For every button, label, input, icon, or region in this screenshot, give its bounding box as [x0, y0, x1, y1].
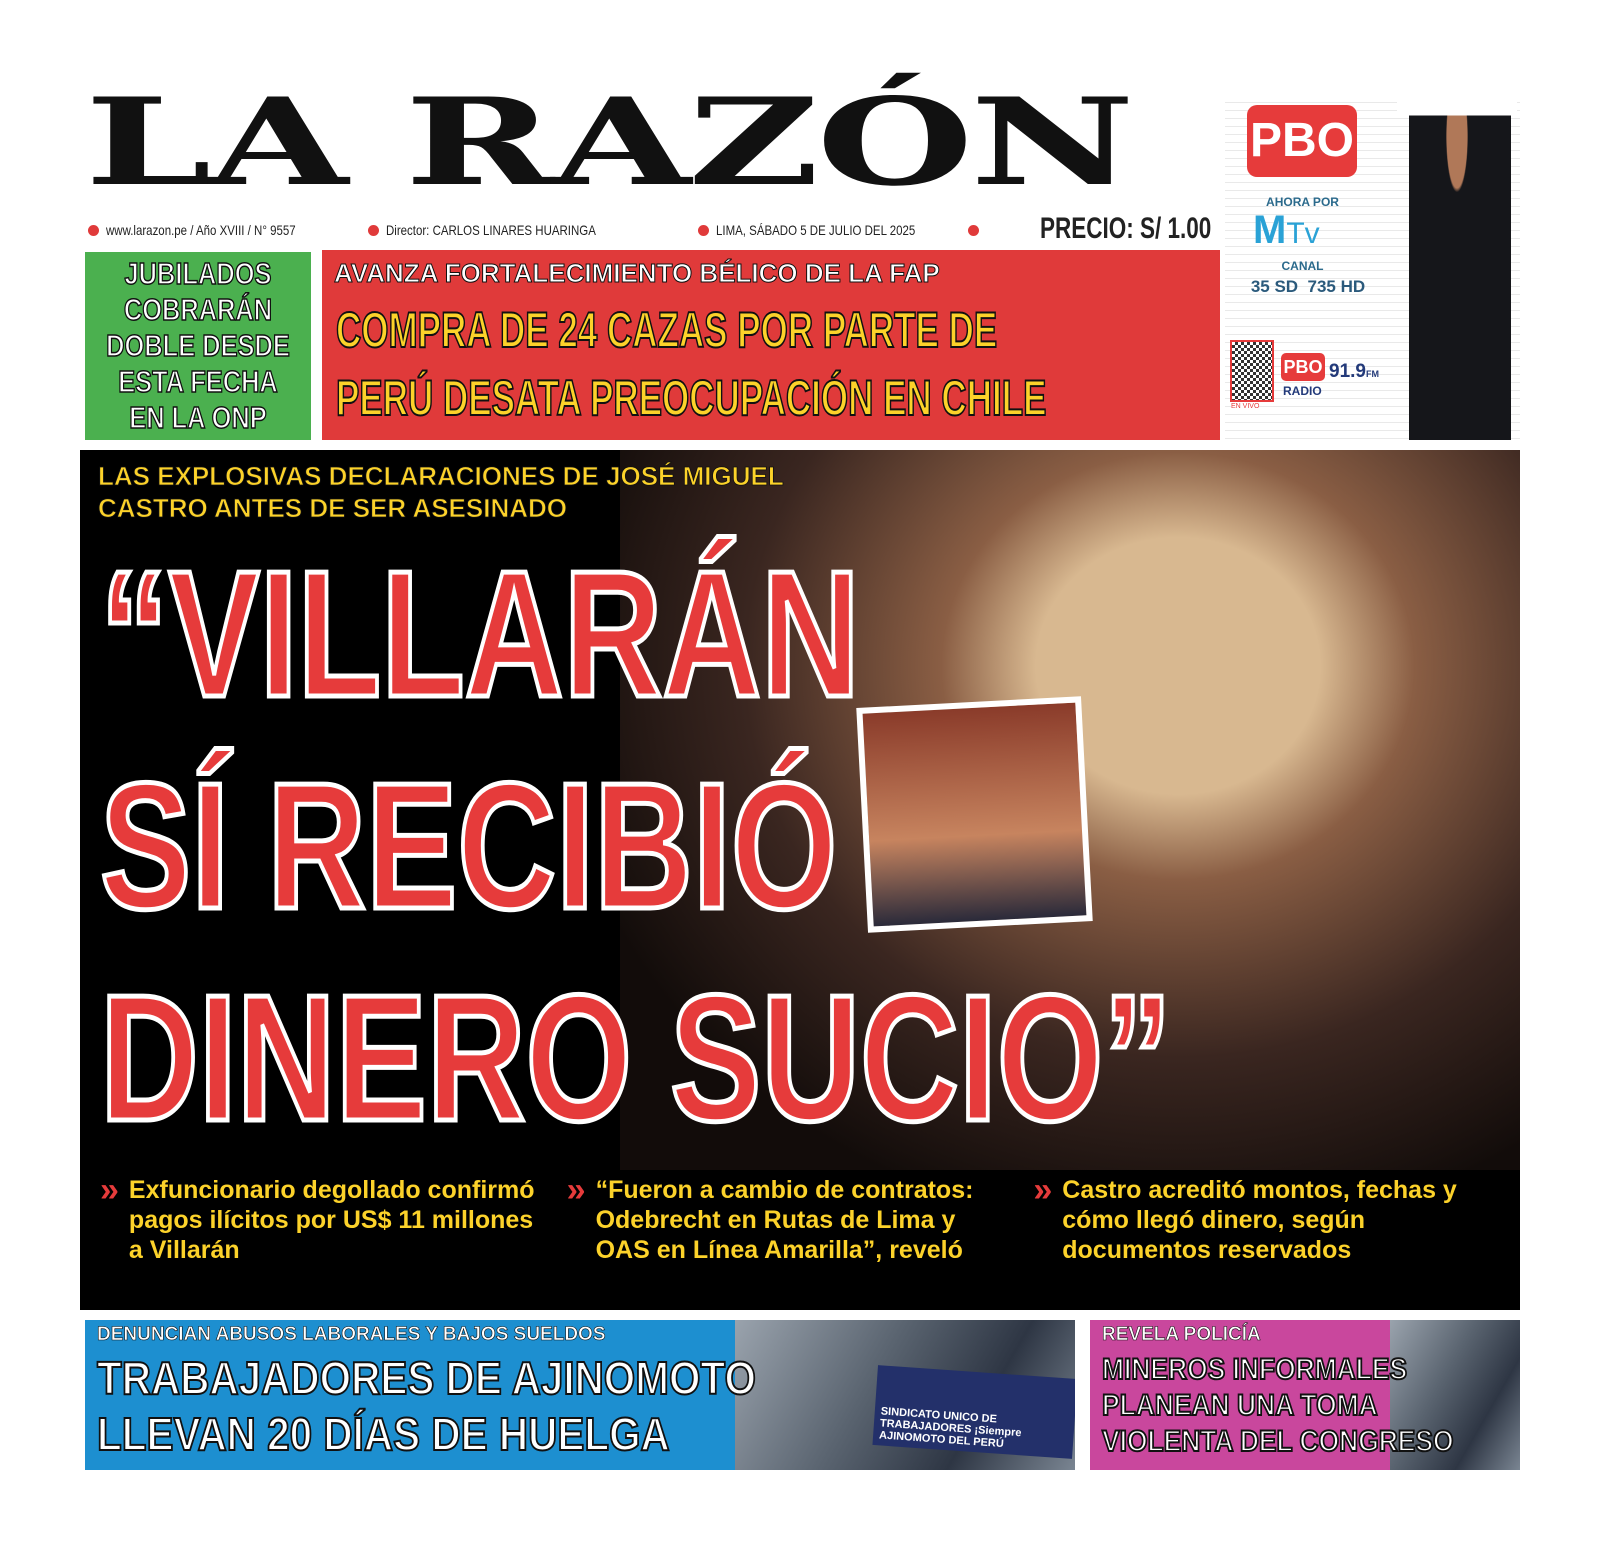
side-story — [85, 252, 311, 440]
movistar-m-icon: MTv — [1253, 208, 1320, 252]
main-bullets — [80, 1171, 1520, 1265]
bottom-right-tag: REVELA POLICÍA — [1102, 1324, 1261, 1345]
website: www.larazon.pe / Año XVIII / N° 9557 — [106, 222, 296, 238]
bottom-right-headline — [1102, 1352, 1454, 1460]
kicker-line: CASTRO ANTES DE SER ASESINADO — [98, 493, 568, 523]
presenter-photo — [1397, 95, 1517, 440]
bullet-item — [1033, 1171, 1500, 1265]
fm: FM — [1365, 369, 1379, 379]
top-story — [322, 250, 1220, 440]
bullet-dot-icon — [368, 225, 379, 236]
double-chevron-icon: » — [100, 1171, 119, 1209]
price: PRECIO: S/ 1.00 — [1040, 212, 1212, 245]
director: Director: CARLOS LINARES HUARINGA — [386, 222, 596, 238]
main-headline-line: DINERO SUCIO” — [100, 958, 1172, 1159]
bottom-left-story — [85, 1320, 1075, 1470]
bullet-item — [100, 1171, 567, 1265]
side-story-line: ESTA FECHA — [118, 364, 278, 399]
en-vivo: EN VIVO — [1231, 403, 1260, 410]
side-story-line: JUBILADOS — [124, 256, 272, 291]
side-story-line: DOBLE DESDE — [106, 328, 290, 363]
headline-line: MINEROS INFORMALES — [1102, 1353, 1408, 1386]
pbo-logo: PBO — [1247, 105, 1357, 177]
top-story-headline — [336, 296, 1046, 432]
union-banner: SINDICATO UNICO DE TRABAJADORES ¡Siempre AJINOMOTO DEL PERÚ — [872, 1365, 1075, 1459]
bullet-text: Exfuncionario degollado confirmó pagos ilícitos por US$ 11 millones a Villarán — [128, 1176, 535, 1264]
bullet-text: “Fueron a cambio de contratos: Odebrecht en Rutas de Lima y OAS en Línea Amarilla”, reveló — [595, 1176, 974, 1264]
headline-line: LLEVAN 20 DÍAS DE HUELGA — [97, 1408, 670, 1460]
bottom-right-story — [1090, 1320, 1520, 1470]
bottom-left-headline — [97, 1350, 756, 1462]
kicker-line: LAS EXPLOSIVAS DECLARACIONES DE JOSÉ MIGUEL — [98, 461, 784, 491]
tv-label: Tv — [1286, 217, 1320, 250]
frequency: 91.9 — [1329, 361, 1366, 382]
qr-code-icon — [1230, 340, 1274, 402]
bullet-text: Castro acreditó montos, fechas y cómo llegó dinero, según documentos reservados — [1062, 1176, 1457, 1264]
top-story-kicker: AVANZA FORTALECIMIENTO BÉLICO DE LA FAP — [334, 258, 940, 288]
canal-label: CANAL — [1281, 259, 1324, 273]
double-chevron-icon: » — [566, 1171, 586, 1209]
double-chevron-icon: » — [1033, 1171, 1053, 1209]
pbo-advertisement — [1225, 95, 1520, 440]
main-kicker — [98, 460, 784, 524]
main-headline-line: “VILLARÁN — [100, 534, 860, 735]
ahora-por: AHORA POR — [1266, 195, 1339, 209]
channels: 35 SD 735 HD — [1250, 277, 1366, 296]
bullet-item — [566, 1171, 1034, 1265]
pbo-radio-logo: PBO — [1281, 353, 1325, 381]
dateline: LIMA, SÁBADO 5 DE JULIO DEL 2025 — [716, 222, 916, 238]
headline-line: VIOLENTA DEL CONGRESO — [1102, 1425, 1454, 1458]
main-story — [80, 450, 1520, 1310]
side-story-line: EN LA ONP — [129, 400, 267, 435]
info-line — [88, 212, 1223, 245]
main-headline-line: SÍ RECIBIÓ — [100, 746, 838, 947]
bottom-left-tag: DENUNCIAN ABUSOS LABORALES Y BAJOS SUELDOS — [97, 1324, 606, 1345]
headline-line: COMPRA DE 24 CAZAS POR PARTE DE — [336, 302, 998, 358]
side-story-line: COBRARÁN — [123, 292, 273, 327]
headline-line: TRABAJADORES DE AJINOMOTO — [97, 1352, 756, 1404]
bullet-dot-icon — [88, 225, 99, 236]
radio-label: RADIO — [1283, 384, 1322, 398]
bullet-dot-icon — [698, 225, 709, 236]
castro-inset-photo — [856, 696, 1092, 932]
headline-line: PERÚ DESATA PREOCUPACIÓN EN CHILE — [336, 370, 1047, 426]
masthead-logo: LA RAZÓN — [85, 72, 1132, 213]
radio-frequency — [1329, 361, 1379, 383]
headline-line: PLANEAN UNA TOMA — [1102, 1389, 1378, 1422]
bullet-dot-icon — [968, 225, 979, 236]
